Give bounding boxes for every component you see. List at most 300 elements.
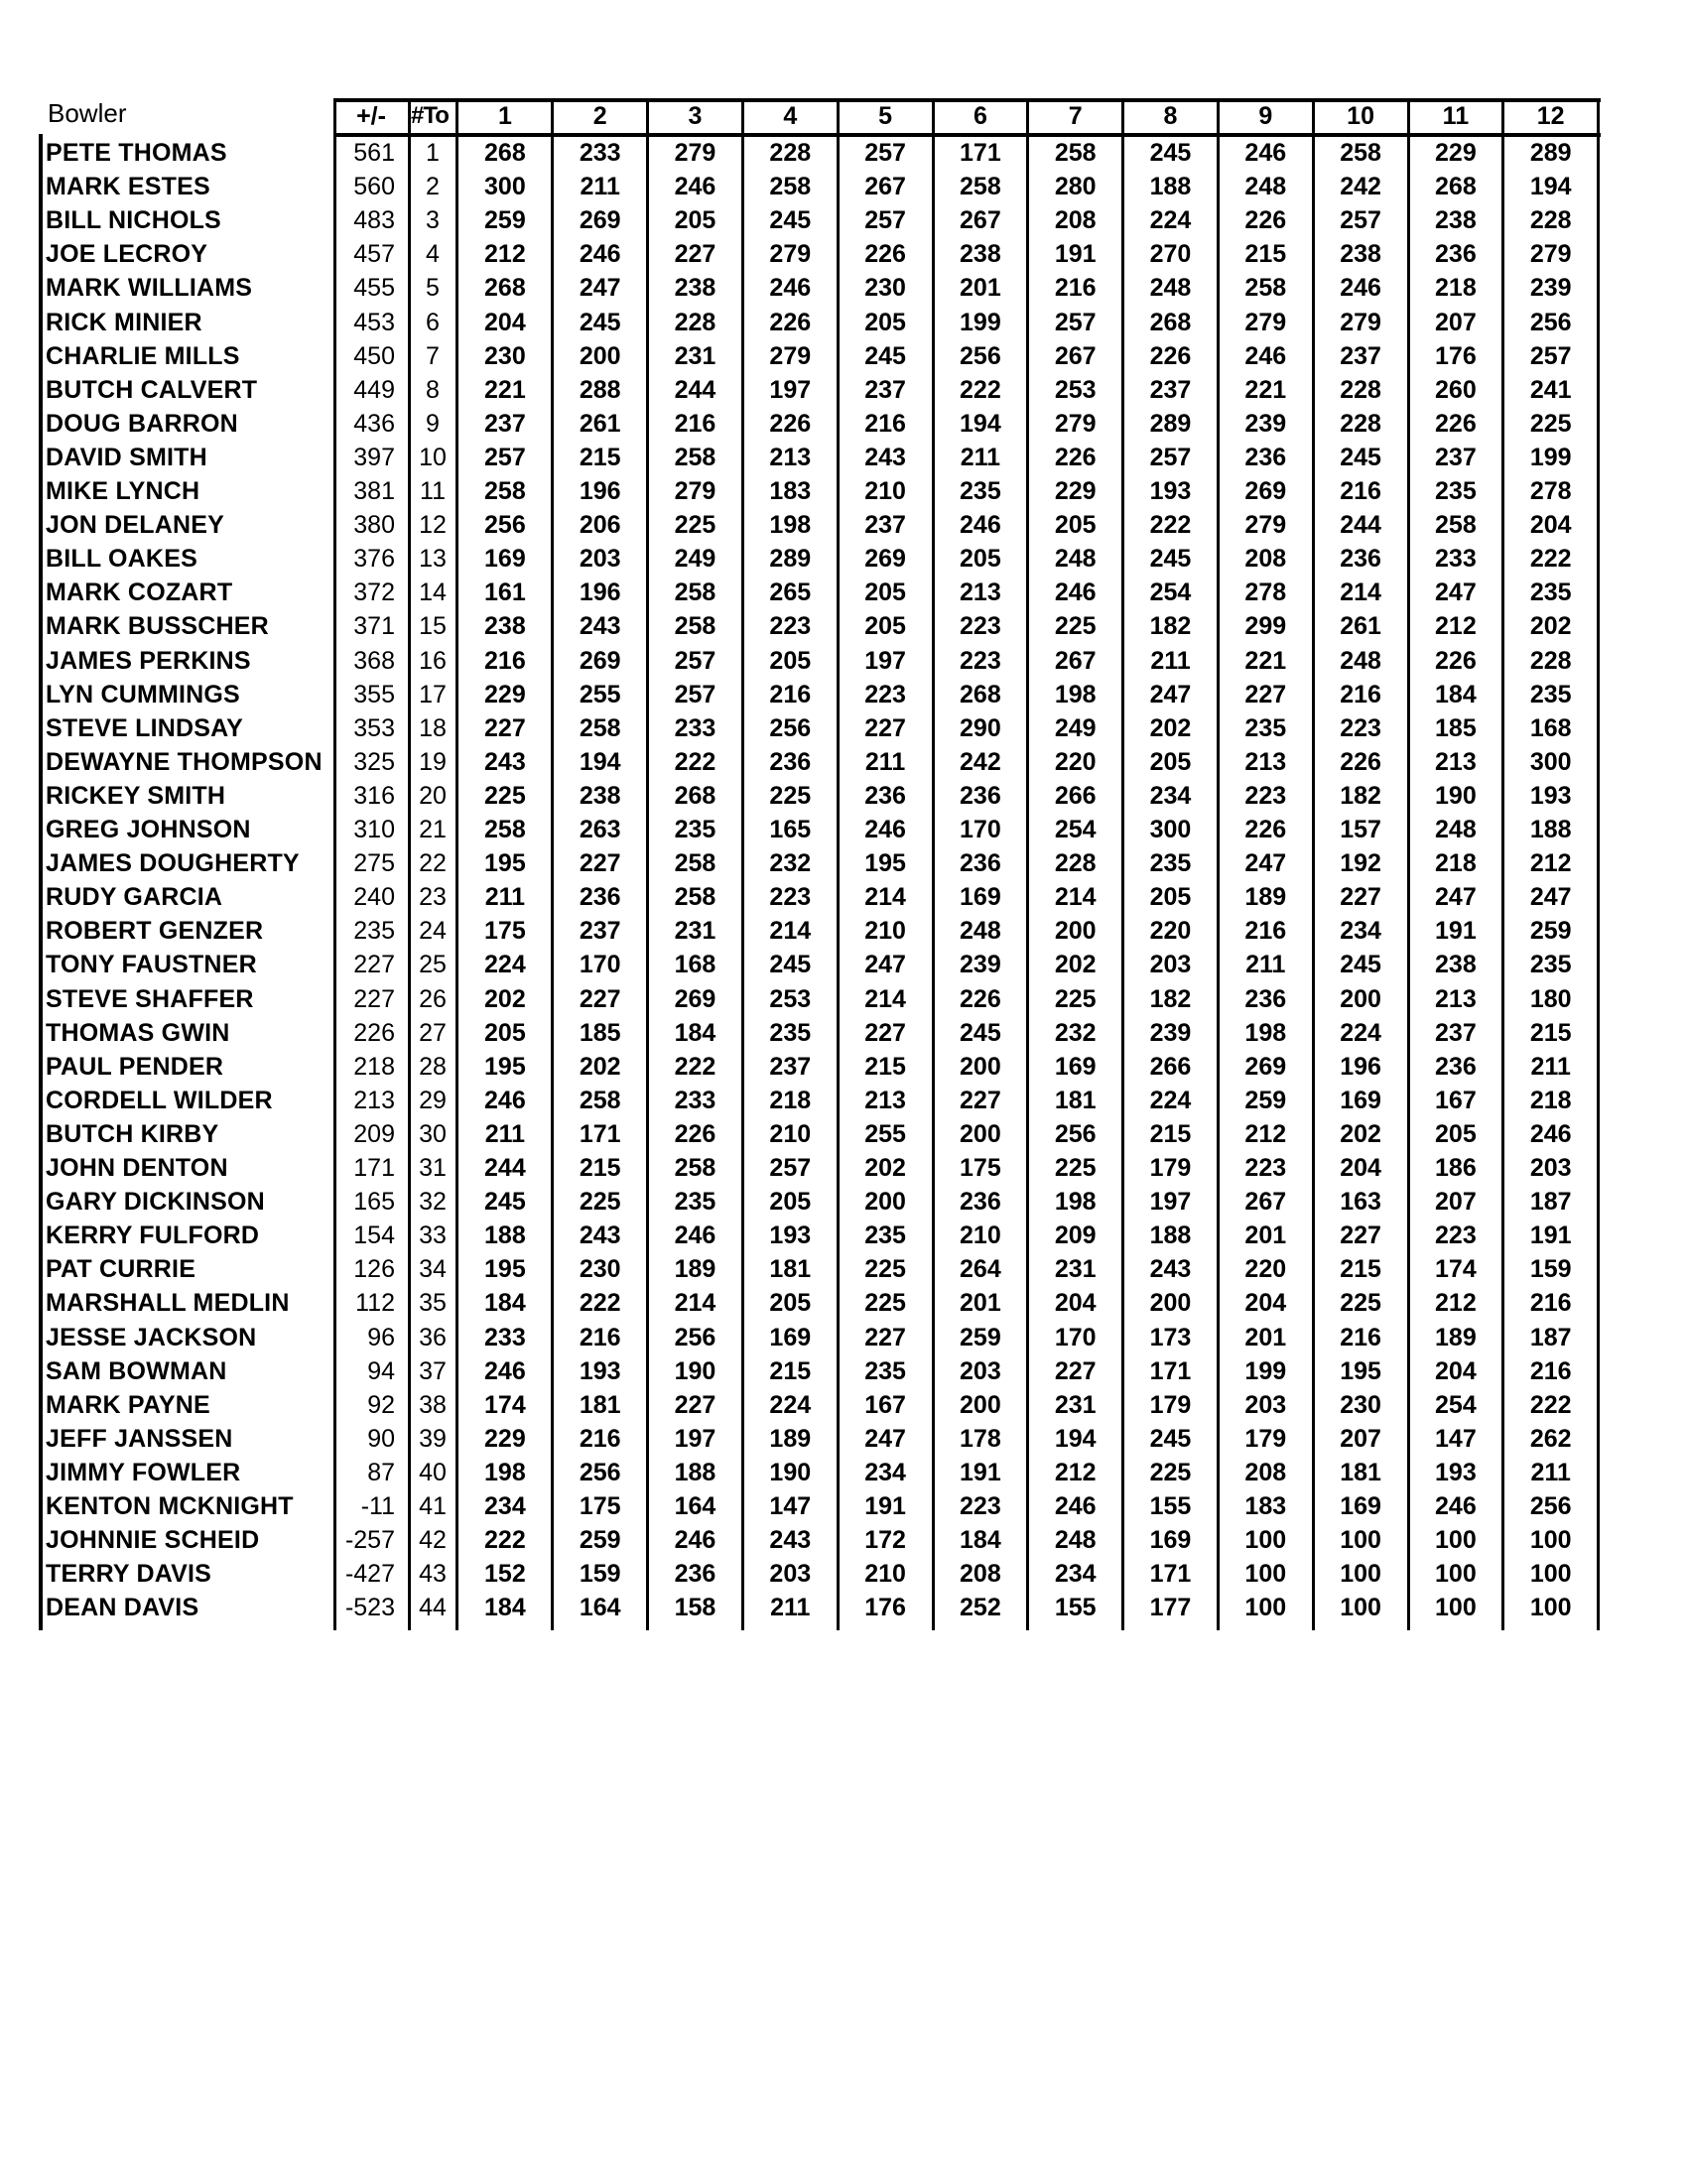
game-score: 207 xyxy=(1435,308,1477,336)
game-score: 193 xyxy=(1529,781,1572,810)
game-score: 246 xyxy=(864,816,906,843)
game-score: 100 xyxy=(1340,1560,1381,1589)
game-score: 246 xyxy=(484,1086,526,1114)
game-score: 224 xyxy=(1340,1018,1381,1047)
game-score: 278 xyxy=(1529,477,1572,505)
game-score: 254 xyxy=(1149,578,1192,607)
game-score: 193 xyxy=(769,1221,812,1250)
game-score: 161 xyxy=(484,578,526,607)
game-score: 252 xyxy=(960,1594,1001,1622)
bowler-name: CORDELL WILDER xyxy=(46,1086,273,1114)
game-score: 181 xyxy=(579,1390,621,1419)
game-score: 178 xyxy=(960,1424,1001,1453)
game-score: 225 xyxy=(579,1188,621,1217)
game-score: 299 xyxy=(1244,612,1287,641)
plus-minus-value: 560 xyxy=(353,173,395,201)
game-score: 186 xyxy=(1435,1154,1477,1182)
column-divider xyxy=(1026,98,1029,1630)
game-score: 247 xyxy=(579,274,621,303)
game-score: 257 xyxy=(864,139,906,167)
game-score: 246 xyxy=(674,173,716,201)
game-score: 223 xyxy=(864,680,906,708)
game-score: 223 xyxy=(1435,1221,1477,1250)
game-score: 202 xyxy=(1529,612,1572,641)
game-score: 200 xyxy=(960,1119,1001,1148)
rank-value: 19 xyxy=(419,747,447,776)
game-score: 227 xyxy=(674,1390,716,1419)
game-score: 100 xyxy=(1529,1526,1572,1555)
bowler-name: MARK COZART xyxy=(46,578,233,607)
bowler-name: MIKE LYNCH xyxy=(46,477,200,505)
plus-minus-value: 275 xyxy=(353,849,395,878)
game-score: 222 xyxy=(674,747,716,776)
game-score: 226 xyxy=(1435,646,1477,675)
game-score: 279 xyxy=(674,477,716,505)
game-score: 205 xyxy=(1149,747,1192,776)
game-score: 224 xyxy=(484,951,526,979)
game-score: 227 xyxy=(484,713,526,742)
game-score: 235 xyxy=(1435,477,1477,505)
game-score: 246 xyxy=(769,274,812,303)
game-score: 257 xyxy=(1149,443,1192,471)
game-score: 159 xyxy=(1529,1255,1572,1284)
game-header: 2 xyxy=(592,102,607,130)
game-score: 204 xyxy=(1340,1154,1381,1182)
game-score: 280 xyxy=(1054,173,1097,201)
game-score: 213 xyxy=(960,578,1001,607)
game-score: 203 xyxy=(579,545,621,574)
game-score: 167 xyxy=(1435,1086,1477,1114)
plus-minus-value: 436 xyxy=(353,409,395,438)
game-score: 262 xyxy=(1529,1424,1572,1453)
game-score: 193 xyxy=(579,1356,621,1385)
game-score: 224 xyxy=(1149,1086,1192,1114)
plus-minus-value: 561 xyxy=(353,139,395,167)
rank-value: 14 xyxy=(419,578,447,607)
plus-minus-value: 240 xyxy=(353,883,395,912)
game-score: 225 xyxy=(1529,409,1572,438)
game-score: 258 xyxy=(1244,274,1287,303)
rank-value: 34 xyxy=(419,1255,447,1284)
game-score: 242 xyxy=(960,747,1001,776)
game-score: 227 xyxy=(1340,883,1381,912)
game-score: 174 xyxy=(1435,1255,1477,1284)
bowler-name: STEVE LINDSAY xyxy=(46,713,243,742)
game-score: 237 xyxy=(484,409,526,438)
bowler-name: KERRY FULFORD xyxy=(46,1221,260,1250)
plus-minus-value: 112 xyxy=(355,1289,395,1318)
game-score: 236 xyxy=(1435,240,1477,269)
game-score: 263 xyxy=(579,816,621,843)
bowler-name: TERRY DAVIS xyxy=(46,1560,212,1589)
game-score: 188 xyxy=(674,1458,716,1486)
game-score: 184 xyxy=(1435,680,1477,708)
game-score: 215 xyxy=(1149,1119,1192,1148)
game-score: 279 xyxy=(1244,511,1287,540)
rank-value: 5 xyxy=(426,274,440,303)
plus-minus-value: 235 xyxy=(353,917,395,946)
game-score: 230 xyxy=(484,341,526,370)
game-score: 225 xyxy=(674,511,716,540)
game-score: 174 xyxy=(484,1390,526,1419)
plus-minus-value: 483 xyxy=(353,206,395,235)
game-score: 248 xyxy=(960,917,1001,946)
game-score: 227 xyxy=(674,240,716,269)
game-score: 204 xyxy=(484,308,526,336)
game-score: 212 xyxy=(1435,612,1477,641)
game-score: 255 xyxy=(579,680,621,708)
bowler-name: MARK WILLIAMS xyxy=(46,274,253,303)
plus-minus-value: 213 xyxy=(353,1086,395,1114)
game-score: 100 xyxy=(1435,1526,1477,1555)
plus-minus-value: 449 xyxy=(353,375,395,404)
game-score: 171 xyxy=(1149,1560,1192,1589)
game-score: 100 xyxy=(1244,1560,1287,1589)
game-score: 185 xyxy=(1435,713,1477,742)
game-score: 246 xyxy=(1054,1492,1097,1520)
game-score: 212 xyxy=(484,240,526,269)
game-score: 279 xyxy=(1529,240,1572,269)
game-score: 202 xyxy=(1149,713,1192,742)
game-score: 245 xyxy=(1340,443,1381,471)
game-score: 205 xyxy=(1054,511,1097,540)
plus-minus-value: 376 xyxy=(353,545,395,574)
game-score: 216 xyxy=(1340,1323,1381,1351)
game-score: 237 xyxy=(1149,375,1192,404)
plus-minus-value: 371 xyxy=(353,612,395,641)
game-score: 233 xyxy=(674,1086,716,1114)
game-score: 259 xyxy=(960,1323,1001,1351)
game-score: 247 xyxy=(1435,578,1477,607)
bowler-name: TONY FAUSTNER xyxy=(46,951,257,979)
game-score: 228 xyxy=(1340,375,1381,404)
rank-value: 10 xyxy=(419,443,447,471)
game-score: 247 xyxy=(864,951,906,979)
column-divider xyxy=(333,98,336,1630)
game-score: 236 xyxy=(960,849,1001,878)
game-score: 210 xyxy=(864,477,906,505)
game-score: 183 xyxy=(769,477,812,505)
game-score: 179 xyxy=(1149,1390,1192,1419)
bowler-name: MARK BUSSCHER xyxy=(46,612,269,641)
game-score: 235 xyxy=(960,477,1001,505)
bowler-name: KENTON MCKNIGHT xyxy=(46,1492,294,1520)
rank-value: 1 xyxy=(426,139,440,167)
plus-minus-value: -257 xyxy=(344,1526,395,1555)
game-score: 197 xyxy=(864,646,906,675)
rank-value: 44 xyxy=(419,1594,447,1622)
game-score: 226 xyxy=(674,1119,716,1148)
game-score: 171 xyxy=(579,1119,621,1148)
bowler-name: CHARLIE MILLS xyxy=(46,341,240,370)
game-score: 191 xyxy=(1435,917,1477,946)
game-score: 175 xyxy=(960,1154,1001,1182)
game-header: 1 xyxy=(497,102,512,130)
rank-value: 4 xyxy=(426,240,440,269)
game-score: 227 xyxy=(579,849,621,878)
game-score: 203 xyxy=(1529,1154,1572,1182)
rank-value: 21 xyxy=(419,816,447,843)
column-divider xyxy=(551,98,554,1630)
game-score: 215 xyxy=(579,443,621,471)
game-score: 100 xyxy=(1340,1526,1381,1555)
rank-value: 7 xyxy=(426,341,440,370)
plus-minus-value: 209 xyxy=(353,1119,395,1148)
plus-minus-value: 226 xyxy=(353,1018,395,1047)
game-score: 205 xyxy=(769,646,812,675)
game-score: 249 xyxy=(674,545,716,574)
game-score: 180 xyxy=(1529,984,1572,1013)
column-divider xyxy=(646,98,649,1630)
game-score: 223 xyxy=(1340,713,1381,742)
game-score: 246 xyxy=(1244,341,1287,370)
game-score: 245 xyxy=(1149,1424,1192,1453)
game-score: 212 xyxy=(1054,1458,1097,1486)
game-score: 257 xyxy=(674,680,716,708)
game-score: 203 xyxy=(960,1356,1001,1385)
game-score: 236 xyxy=(960,1188,1001,1217)
game-score: 216 xyxy=(1054,274,1097,303)
game-score: 257 xyxy=(1529,341,1572,370)
game-score: 236 xyxy=(674,1560,716,1589)
column-divider xyxy=(1121,98,1124,1630)
bowler-name: GARY DICKINSON xyxy=(46,1188,265,1217)
game-score: 211 xyxy=(1530,1052,1571,1081)
game-score: 264 xyxy=(960,1255,1001,1284)
game-score: 216 xyxy=(1529,1289,1572,1318)
column-divider xyxy=(1407,98,1410,1630)
game-score: 171 xyxy=(960,139,1001,167)
game-score: 226 xyxy=(769,308,812,336)
game-score: 201 xyxy=(960,1289,1001,1318)
game-score: 232 xyxy=(1054,1018,1097,1047)
column-divider xyxy=(1217,98,1220,1630)
game-score: 163 xyxy=(1340,1188,1381,1217)
game-score: 206 xyxy=(579,511,621,540)
plus-minus-value: 450 xyxy=(353,341,395,370)
game-score: 235 xyxy=(674,1188,716,1217)
game-score: 211 xyxy=(1245,951,1286,979)
game-score: 249 xyxy=(1054,713,1097,742)
game-header: 4 xyxy=(783,102,798,130)
game-score: 258 xyxy=(674,443,716,471)
game-score: 100 xyxy=(1244,1594,1287,1622)
game-score: 168 xyxy=(674,951,716,979)
game-header: 9 xyxy=(1258,102,1273,130)
game-score: 210 xyxy=(960,1221,1001,1250)
game-score: 238 xyxy=(579,781,621,810)
rank-value: 24 xyxy=(419,917,447,946)
game-score: 188 xyxy=(484,1221,526,1250)
game-score: 246 xyxy=(1054,578,1097,607)
game-score: 234 xyxy=(1054,1560,1097,1589)
game-score: 208 xyxy=(1244,545,1287,574)
rank-value: 22 xyxy=(419,849,447,878)
game-score: 170 xyxy=(579,951,621,979)
game-score: 227 xyxy=(1054,1356,1097,1385)
game-score: 290 xyxy=(960,713,1001,742)
game-score: 170 xyxy=(1054,1323,1097,1351)
column-divider xyxy=(1312,98,1315,1630)
rank-value: 11 xyxy=(420,477,446,505)
bowler-name: PAUL PENDER xyxy=(46,1052,224,1081)
game-score: 248 xyxy=(1054,1526,1097,1555)
game-score: 147 xyxy=(1435,1424,1477,1453)
game-score: 222 xyxy=(1529,545,1572,574)
game-score: 257 xyxy=(1340,206,1381,235)
game-score: 205 xyxy=(674,206,716,235)
game-score: 227 xyxy=(864,1323,906,1351)
game-score: 205 xyxy=(1149,883,1192,912)
game-score: 269 xyxy=(864,545,906,574)
game-score: 221 xyxy=(1244,646,1287,675)
game-score: 246 xyxy=(674,1221,716,1250)
bowler-name: MARSHALL MEDLIN xyxy=(46,1289,290,1318)
game-score: 244 xyxy=(674,375,716,404)
game-score: 203 xyxy=(1149,951,1192,979)
game-score: 195 xyxy=(484,849,526,878)
header-top-rule xyxy=(335,98,1601,102)
game-score: 245 xyxy=(579,308,621,336)
game-score: 213 xyxy=(1435,984,1477,1013)
game-score: 100 xyxy=(1529,1560,1572,1589)
bowler-name: DAVID SMITH xyxy=(46,443,207,471)
game-score: 256 xyxy=(674,1323,716,1351)
game-score: 198 xyxy=(1054,1188,1097,1217)
game-score: 192 xyxy=(1340,849,1381,878)
game-score: 188 xyxy=(1529,816,1572,843)
game-score: 247 xyxy=(1244,849,1287,878)
game-score: 225 xyxy=(1054,1154,1097,1182)
rank-value: 43 xyxy=(419,1560,447,1589)
game-score: 223 xyxy=(769,883,812,912)
game-score: 237 xyxy=(1435,443,1477,471)
bowler-name: JOE LECROY xyxy=(46,240,208,269)
game-score: 203 xyxy=(1244,1390,1287,1419)
game-score: 235 xyxy=(1244,713,1287,742)
game-score: 289 xyxy=(1529,139,1572,167)
game-header: 5 xyxy=(878,102,893,130)
game-score: 245 xyxy=(1149,545,1192,574)
game-score: 193 xyxy=(1149,477,1192,505)
game-score: 211 xyxy=(484,1119,526,1148)
game-score: 257 xyxy=(674,646,716,675)
game-score: 171 xyxy=(1149,1356,1192,1385)
game-score: 248 xyxy=(1340,646,1381,675)
game-header: 8 xyxy=(1163,102,1178,130)
game-score: 221 xyxy=(484,375,526,404)
game-score: 170 xyxy=(960,816,1001,843)
game-score: 199 xyxy=(960,308,1001,336)
game-score: 258 xyxy=(674,849,716,878)
game-score: 211 xyxy=(580,173,620,201)
game-score: 261 xyxy=(1340,612,1381,641)
game-score: 197 xyxy=(1149,1188,1192,1217)
game-score: 243 xyxy=(864,443,906,471)
game-score: 253 xyxy=(769,984,812,1013)
game-score: 222 xyxy=(674,1052,716,1081)
game-score: 225 xyxy=(484,781,526,810)
game-score: 238 xyxy=(674,274,716,303)
game-score: 247 xyxy=(1435,883,1477,912)
game-score: 213 xyxy=(769,443,812,471)
game-score: 246 xyxy=(1529,1119,1572,1148)
game-score: 218 xyxy=(1435,274,1477,303)
game-score: 247 xyxy=(1149,680,1192,708)
game-score: 268 xyxy=(484,139,526,167)
game-score: 207 xyxy=(1435,1188,1477,1217)
game-score: 236 xyxy=(769,747,812,776)
game-score: 215 xyxy=(1529,1018,1572,1047)
game-score: 258 xyxy=(674,1154,716,1182)
game-score: 169 xyxy=(960,883,1001,912)
rank-value: 15 xyxy=(419,612,447,641)
bowler-name: DOUG BARRON xyxy=(46,409,238,438)
game-score: 234 xyxy=(484,1492,526,1520)
game-score: 259 xyxy=(484,206,526,235)
game-score: 220 xyxy=(1054,747,1097,776)
game-score: 198 xyxy=(1244,1018,1287,1047)
game-score: 227 xyxy=(864,1018,906,1047)
game-score: 223 xyxy=(960,1492,1001,1520)
game-score: 155 xyxy=(1149,1492,1192,1520)
game-score: 268 xyxy=(484,274,526,303)
plus-minus-value: 316 xyxy=(353,781,395,810)
game-score: 191 xyxy=(1054,240,1097,269)
game-score: 196 xyxy=(1340,1052,1381,1081)
game-score: 201 xyxy=(1244,1323,1287,1351)
game-score: 169 xyxy=(1340,1492,1381,1520)
game-score: 199 xyxy=(1529,443,1572,471)
game-score: 238 xyxy=(1435,951,1477,979)
game-score: 235 xyxy=(1529,951,1572,979)
game-score: 169 xyxy=(1054,1052,1097,1081)
game-score: 243 xyxy=(769,1526,812,1555)
game-score: 256 xyxy=(484,511,526,540)
game-score: 231 xyxy=(1054,1255,1097,1284)
game-score: 179 xyxy=(1149,1154,1192,1182)
game-score: 214 xyxy=(864,883,906,912)
plus-minus-value: -523 xyxy=(344,1594,395,1622)
game-score: 228 xyxy=(1054,849,1097,878)
game-header: 7 xyxy=(1068,102,1083,130)
game-score: 212 xyxy=(1529,849,1572,878)
game-score: 225 xyxy=(769,781,812,810)
game-score: 236 xyxy=(960,781,1001,810)
game-score: 100 xyxy=(1435,1594,1477,1622)
game-score: 239 xyxy=(1529,274,1572,303)
game-score: 200 xyxy=(960,1390,1001,1419)
game-score: 261 xyxy=(579,409,621,438)
game-score: 205 xyxy=(864,612,906,641)
game-score: 236 xyxy=(1435,1052,1477,1081)
rank-header: #To xyxy=(411,102,449,129)
game-score: 233 xyxy=(1435,545,1477,574)
game-score: 215 xyxy=(864,1052,906,1081)
game-score: 235 xyxy=(864,1356,906,1385)
game-score: 245 xyxy=(769,951,812,979)
game-score: 204 xyxy=(1244,1289,1287,1318)
game-score: 225 xyxy=(864,1255,906,1284)
game-score: 216 xyxy=(1340,477,1381,505)
game-score: 268 xyxy=(1149,308,1192,336)
bowler-name: PAT CURRIE xyxy=(46,1255,196,1284)
game-score: 169 xyxy=(484,545,526,574)
game-score: 227 xyxy=(1244,680,1287,708)
game-score: 267 xyxy=(1054,646,1097,675)
game-score: 226 xyxy=(1149,341,1192,370)
game-score: 237 xyxy=(579,917,621,946)
